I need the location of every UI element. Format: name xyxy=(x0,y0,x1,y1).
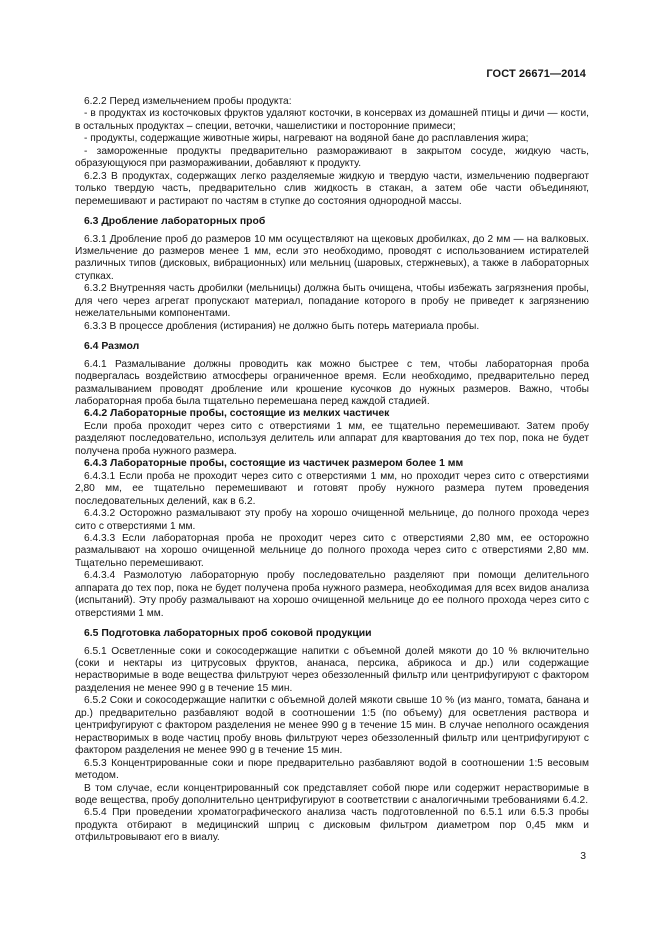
paragraph: 6.4.3.4 Размолотую лабораторную пробу последовательно разделяют при помощи делительного аппарата до тех пор, пока не будет получена проба нужного размера, необходимая для всех видов анализа (испытаний). Эту пробу размалывают на хорошо очищенной мельнице до ее полного прохода через сито с отверстиями 1 мм. xyxy=(75,570,589,619)
paragraph: 6.5.2 Соки и сокосодержащие напитки с объемной долей мякоти свыше 10 % (из манго, томата, банана и др.) предварительно разбавляют водой в соотношении 1:5 (по объему) для осветления раствора и центрифугируют с фактором разделения не менее 990 g в течение 15 мин. В случае неполного осаждения нерастворимых в воде частиц пробу вновь фильтруют через обеззоленный фильтр или центрифугируют с фактором разделения не менее 990 g в течение 15 мин. xyxy=(75,695,589,757)
paragraph: - замороженные продукты предварительно размораживают в закрытом сосуде, жидкую часть, образующуюся при размораживании, добавляют к продукту. xyxy=(75,145,589,170)
paragraph: 6.4.3.1 Если проба не проходит через сито с отверстиями 1 мм, но проходит через сито с отверстиями 2,80 мм, ее тщательно перемешивают и готовят пробу нужного размера путем проведения последовательных делений, как в 6.2. xyxy=(75,470,589,507)
document-body xyxy=(75,96,589,845)
section-heading: 6.4.2 Лабораторные пробы, состоящие из мелких частичек xyxy=(84,408,390,420)
standard-header: ГОСТ 26671—2014 xyxy=(486,68,586,80)
paragraph: 6.4.3.3 Если лабораторная проба не проходит через сито с отверстиями 2,80 мм, ее осторожно размалывают на хорошо очищенной мельнице до полного прохода через сито с отверстиями 2,80 мм. Тщательно перемешивают. xyxy=(75,532,589,569)
paragraph: 6.5.3 Концентрированные соки и пюре предварительно разбавляют водой в соотношении 1:5 весовым методом. xyxy=(75,757,589,782)
paragraph: 6.4.1 Размалывание должны проводить как можно быстрее с тем, чтобы лабораторная проба подвергалась воздействию атмосферы ограниченное время. Если необходимо, предварительно перед размалыванием проводят дробление или крошение кусочков до нужных размеров. Важно, чтобы лабораторная проба была тщательно перемешана перед каждой стадией. xyxy=(75,358,589,407)
paragraph: 6.2.2 Перед измельчением пробы продукта: xyxy=(84,96,292,107)
paragraph: 6.2.3 В продуктах, содержащих легко разделяемые жидкую и твердую части, измельчению подвергают только твердую часть, предварительно слив жидкость в стакан, а затем обе части объединяют, перемешивают и растирают по частям в ступке до состояния однородной массы. xyxy=(75,170,589,207)
paragraph: 6.5.1 Осветленные соки и сокосодержащие напитки с объемной долей мякоти до 10 % включительно (соки и нектары из цитрусовых фруктов, ананаса, персика, абрикоса и др.) или содержащие нерастворимые в воде вещества фильтруют через обеззоленный фильтр или центрифугируют с фактором разделения не менее 990 g в течение 15 мин. xyxy=(75,645,589,694)
paragraph: 6.4.3.2 Осторожно размалывают эту пробу на хорошо очищенной мельнице, до полного прохода через сито с отверстиями 1 мм. xyxy=(75,508,589,532)
paragraph: 6.3.3 В процессе дробления (истирания) не должно быть потерь материала пробы. xyxy=(84,320,480,332)
paragraph: - продукты, содержащие животные жиры, нагревают на водяной бане до расплавления жира; xyxy=(84,133,529,145)
section-heading: 6.3 Дробление лабораторных проб xyxy=(84,216,266,228)
section-heading: 6.4.3 Лабораторные пробы, состоящие из частичек размером более 1 мм xyxy=(84,458,464,470)
page-number: 3 xyxy=(580,851,586,862)
paragraph: Если проба проходит через сито с отверстиями 1 мм, ее тщательно перемешивают. Затем пробу разделяют последовательно, используя делитель или аппарат для квартования до тех пор, пока не будет получена проба нужного размера. xyxy=(75,420,589,457)
paragraph: В том случае, если концентрированный сок представляет собой пюре или содержит нерастворимые в воде вещества, пробу дополнительно центрифугируют в соответствии с аналогичными требованиями 6.4.2. xyxy=(75,782,589,807)
paragraph: 6.3.2 Внутренняя часть дробилки (мельницы) должна быть очищена, чтобы избежать загрязнения пробы, для чего через агрегат пропускают материал, попадание которого в пробу не приведет к загрязнению нежелательными компонентами. xyxy=(75,283,589,320)
paragraph: 6.5.4 При проведении хроматографического анализа часть подготовленной по 6.5.1 или 6.5.3 пробы продукта отбирают в медицинский шприц с дисковым фильтром диаметром пор 0,45 мкм и отфильтровывают его в виалу. xyxy=(75,807,589,844)
section-heading: 6.5 Подготовка лабораторных проб соковой продукции xyxy=(84,628,372,640)
section-heading: 6.4 Размол xyxy=(84,341,140,353)
paragraph: - в продуктах из косточковых фруктов удаляют косточки, в консервах из домашней птицы и дичи — кости, в остальных продуктах – специи, веточки, чашелистики и посторонние примеси; xyxy=(75,108,589,132)
paragraph: 6.3.1 Дробление проб до размеров 10 мм осуществляют на щековых дробилках, до 2 мм — на валковых. Измельчение до размеров менее 1 мм, если это необходимо, проводят с использованием истирателей различных типов (дисковых, вибрационных) или мельниц (шаровых, стержневых), а также в лабораторных ступках. xyxy=(75,233,589,282)
